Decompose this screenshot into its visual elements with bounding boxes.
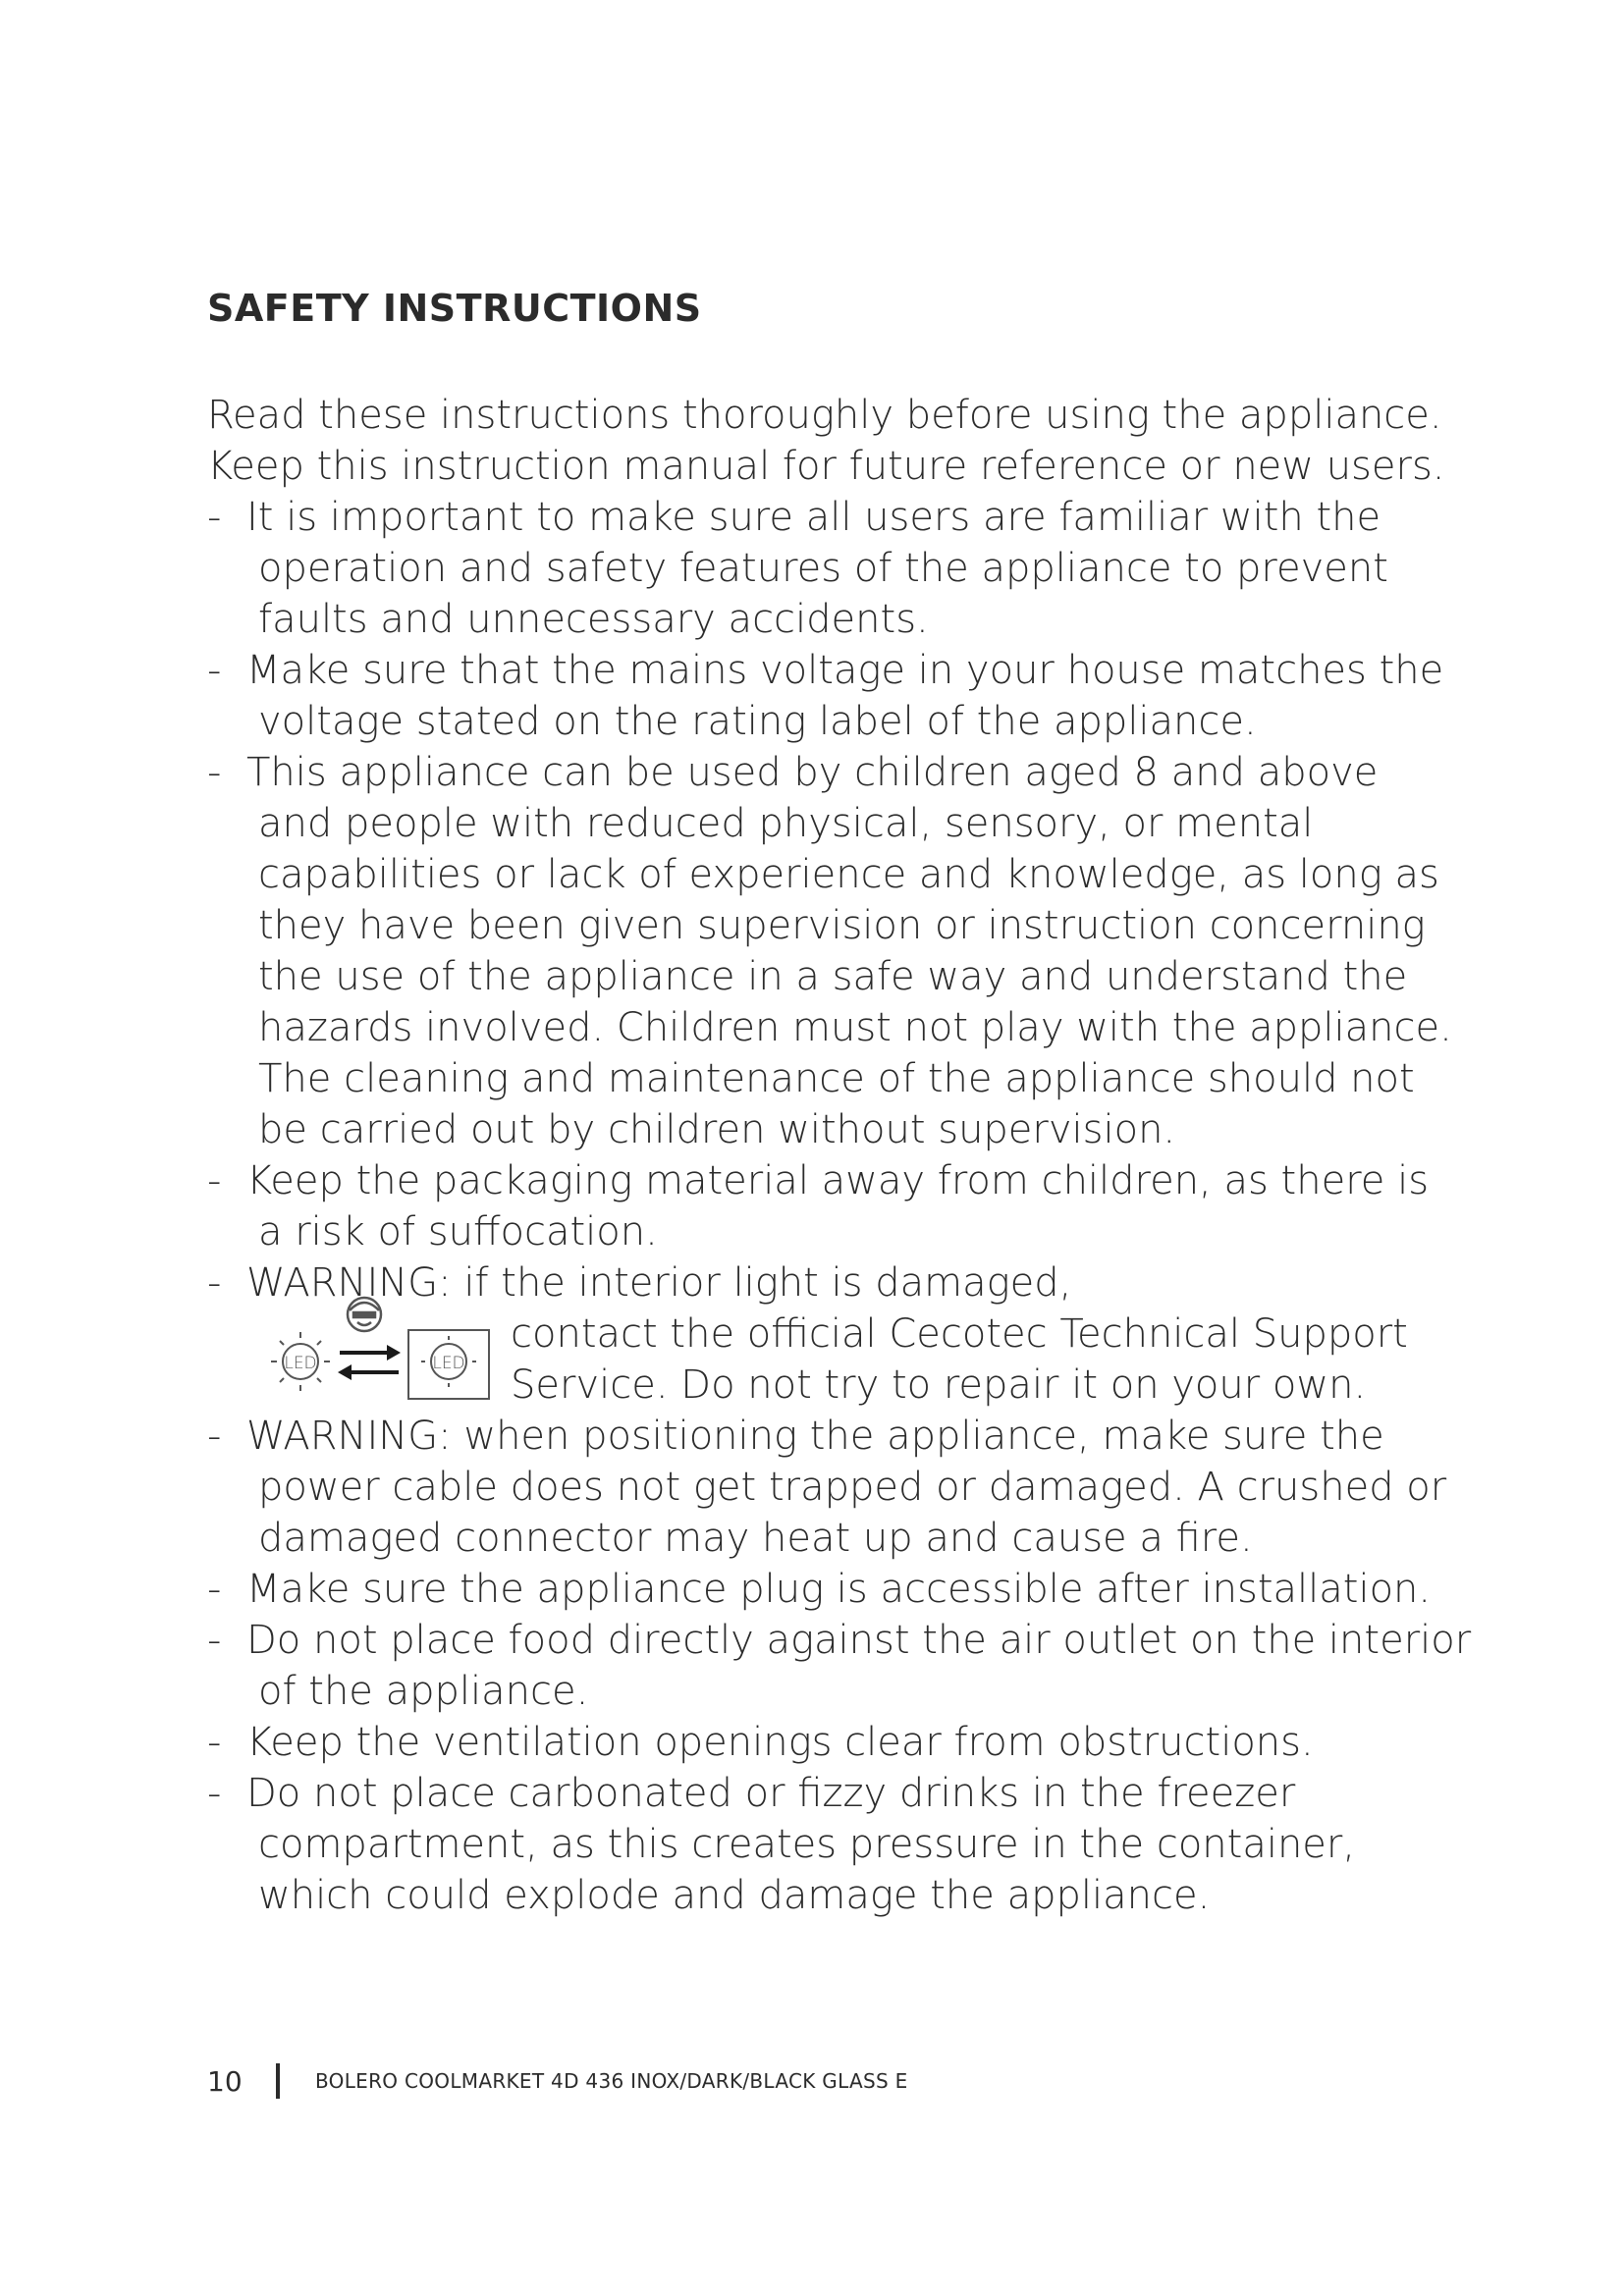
bullet-dash: - — [207, 1414, 222, 1459]
bullet-dash: - — [207, 1567, 222, 1612]
led-label-left: LED — [284, 1354, 317, 1373]
list-item-led-warning — [207, 1257, 1484, 1411]
bullet-dash: - — [207, 1158, 222, 1203]
list-item — [207, 1717, 1484, 1768]
bullet-line: This appliance can be used by children aged 8 and above — [246, 750, 1379, 795]
list-item — [207, 492, 1484, 645]
list-item — [207, 1155, 1484, 1257]
bullet-line: the use of the appliance in a safe way and understand the — [258, 954, 1408, 999]
bullet-line: Do not place carbonated or fizzy drinks in the freezer — [246, 1771, 1296, 1816]
bullet-line: WARNING: when positioning the appliance, make sure the — [246, 1414, 1384, 1459]
bullet-dash: - — [207, 750, 222, 795]
bullet-line: they have been given supervision or instruction concerning — [258, 903, 1426, 948]
bullet-line: capabilities or lack of experience and knowledge, as long as — [258, 852, 1439, 897]
intro-line: Keep this instruction manual for future reference or new users. — [207, 444, 1445, 489]
intro-line: Read these instructions thoroughly before using the appliance. — [207, 393, 1442, 438]
page-title: SAFETY INSTRUCTIONS — [207, 287, 702, 330]
bullet-dash: - — [207, 1771, 222, 1816]
bullet-line: be carried out by children without supervision. — [258, 1107, 1176, 1152]
led-warning-text — [511, 1308, 1408, 1411]
safety-instructions-body — [207, 390, 1484, 1921]
bullet-line: operation and safety features of the appliance to prevent — [258, 546, 1388, 591]
bullet-line: Keep the packaging material away from children, as there is — [246, 1158, 1430, 1203]
page-footer — [207, 2061, 908, 2101]
bullet-line: Make sure that the mains voltage in your house matches the — [246, 648, 1444, 693]
list-item — [207, 1564, 1484, 1615]
led-warning-block — [207, 1308, 1484, 1411]
page-number: 10 — [207, 2064, 243, 2098]
footer-model-name: BOLERO COOLMARKET 4D 436 INOX/DARK/BLACK GLASS E — [315, 2069, 908, 2093]
bullet-dash: - — [207, 1618, 222, 1663]
list-item — [207, 645, 1484, 747]
bullet-line: contact the official Cecotec Technical Support — [511, 1311, 1408, 1357]
led-label-right: LED — [432, 1354, 465, 1373]
bullet-dash: - — [207, 648, 222, 693]
bullet-line: Make sure the appliance plug is accessible after installation. — [246, 1567, 1432, 1612]
list-item — [207, 1768, 1484, 1921]
bullet-line: and people with reduced physical, sensory, or mental — [258, 801, 1314, 846]
bullet-line: a risk of suffocation. — [258, 1209, 658, 1255]
bullet-line: The cleaning and maintenance of the appliance should not — [258, 1056, 1415, 1101]
led-replacement-icon — [261, 1291, 497, 1409]
list-item — [207, 1411, 1484, 1564]
bullet-line: of the appliance. — [258, 1669, 589, 1714]
bullet-line: power cable does not get trapped or damaged. A crushed or — [258, 1465, 1447, 1510]
bullet-dash: - — [207, 495, 222, 540]
footer-divider — [276, 2063, 280, 2099]
technician-icon — [348, 1298, 381, 1331]
bullet-line: hazards involved. Children must not play with the appliance. — [258, 1005, 1452, 1050]
bullet-dash: - — [207, 1720, 222, 1765]
list-item — [207, 1615, 1484, 1717]
list-item — [207, 747, 1484, 1155]
bullet-line: which could explode and damage the appliance. — [258, 1873, 1211, 1918]
bullet-line: damaged connector may heat up and cause a fire. — [258, 1516, 1253, 1561]
bullet-line: voltage stated on the rating label of the appliance. — [258, 699, 1257, 744]
swap-arrows-icon — [338, 1345, 401, 1380]
bullet-line: faults and unnecessary accidents. — [258, 597, 929, 642]
bullet-line: Service. Do not try to repair it on your own. — [511, 1362, 1367, 1408]
bullet-line: Do not place food directly against the air outlet on the interior — [246, 1618, 1472, 1663]
bullet-line: WARNING: if the interior light is damaged, — [246, 1260, 1072, 1306]
bullet-dash: - — [207, 1260, 222, 1306]
bullet-line: It is important to make sure all users are familiar with the — [246, 495, 1381, 540]
bullet-line: compartment, as this creates pressure in the container, — [258, 1822, 1356, 1867]
bullet-line: Keep the ventilation openings clear from obstructions. — [246, 1720, 1314, 1765]
